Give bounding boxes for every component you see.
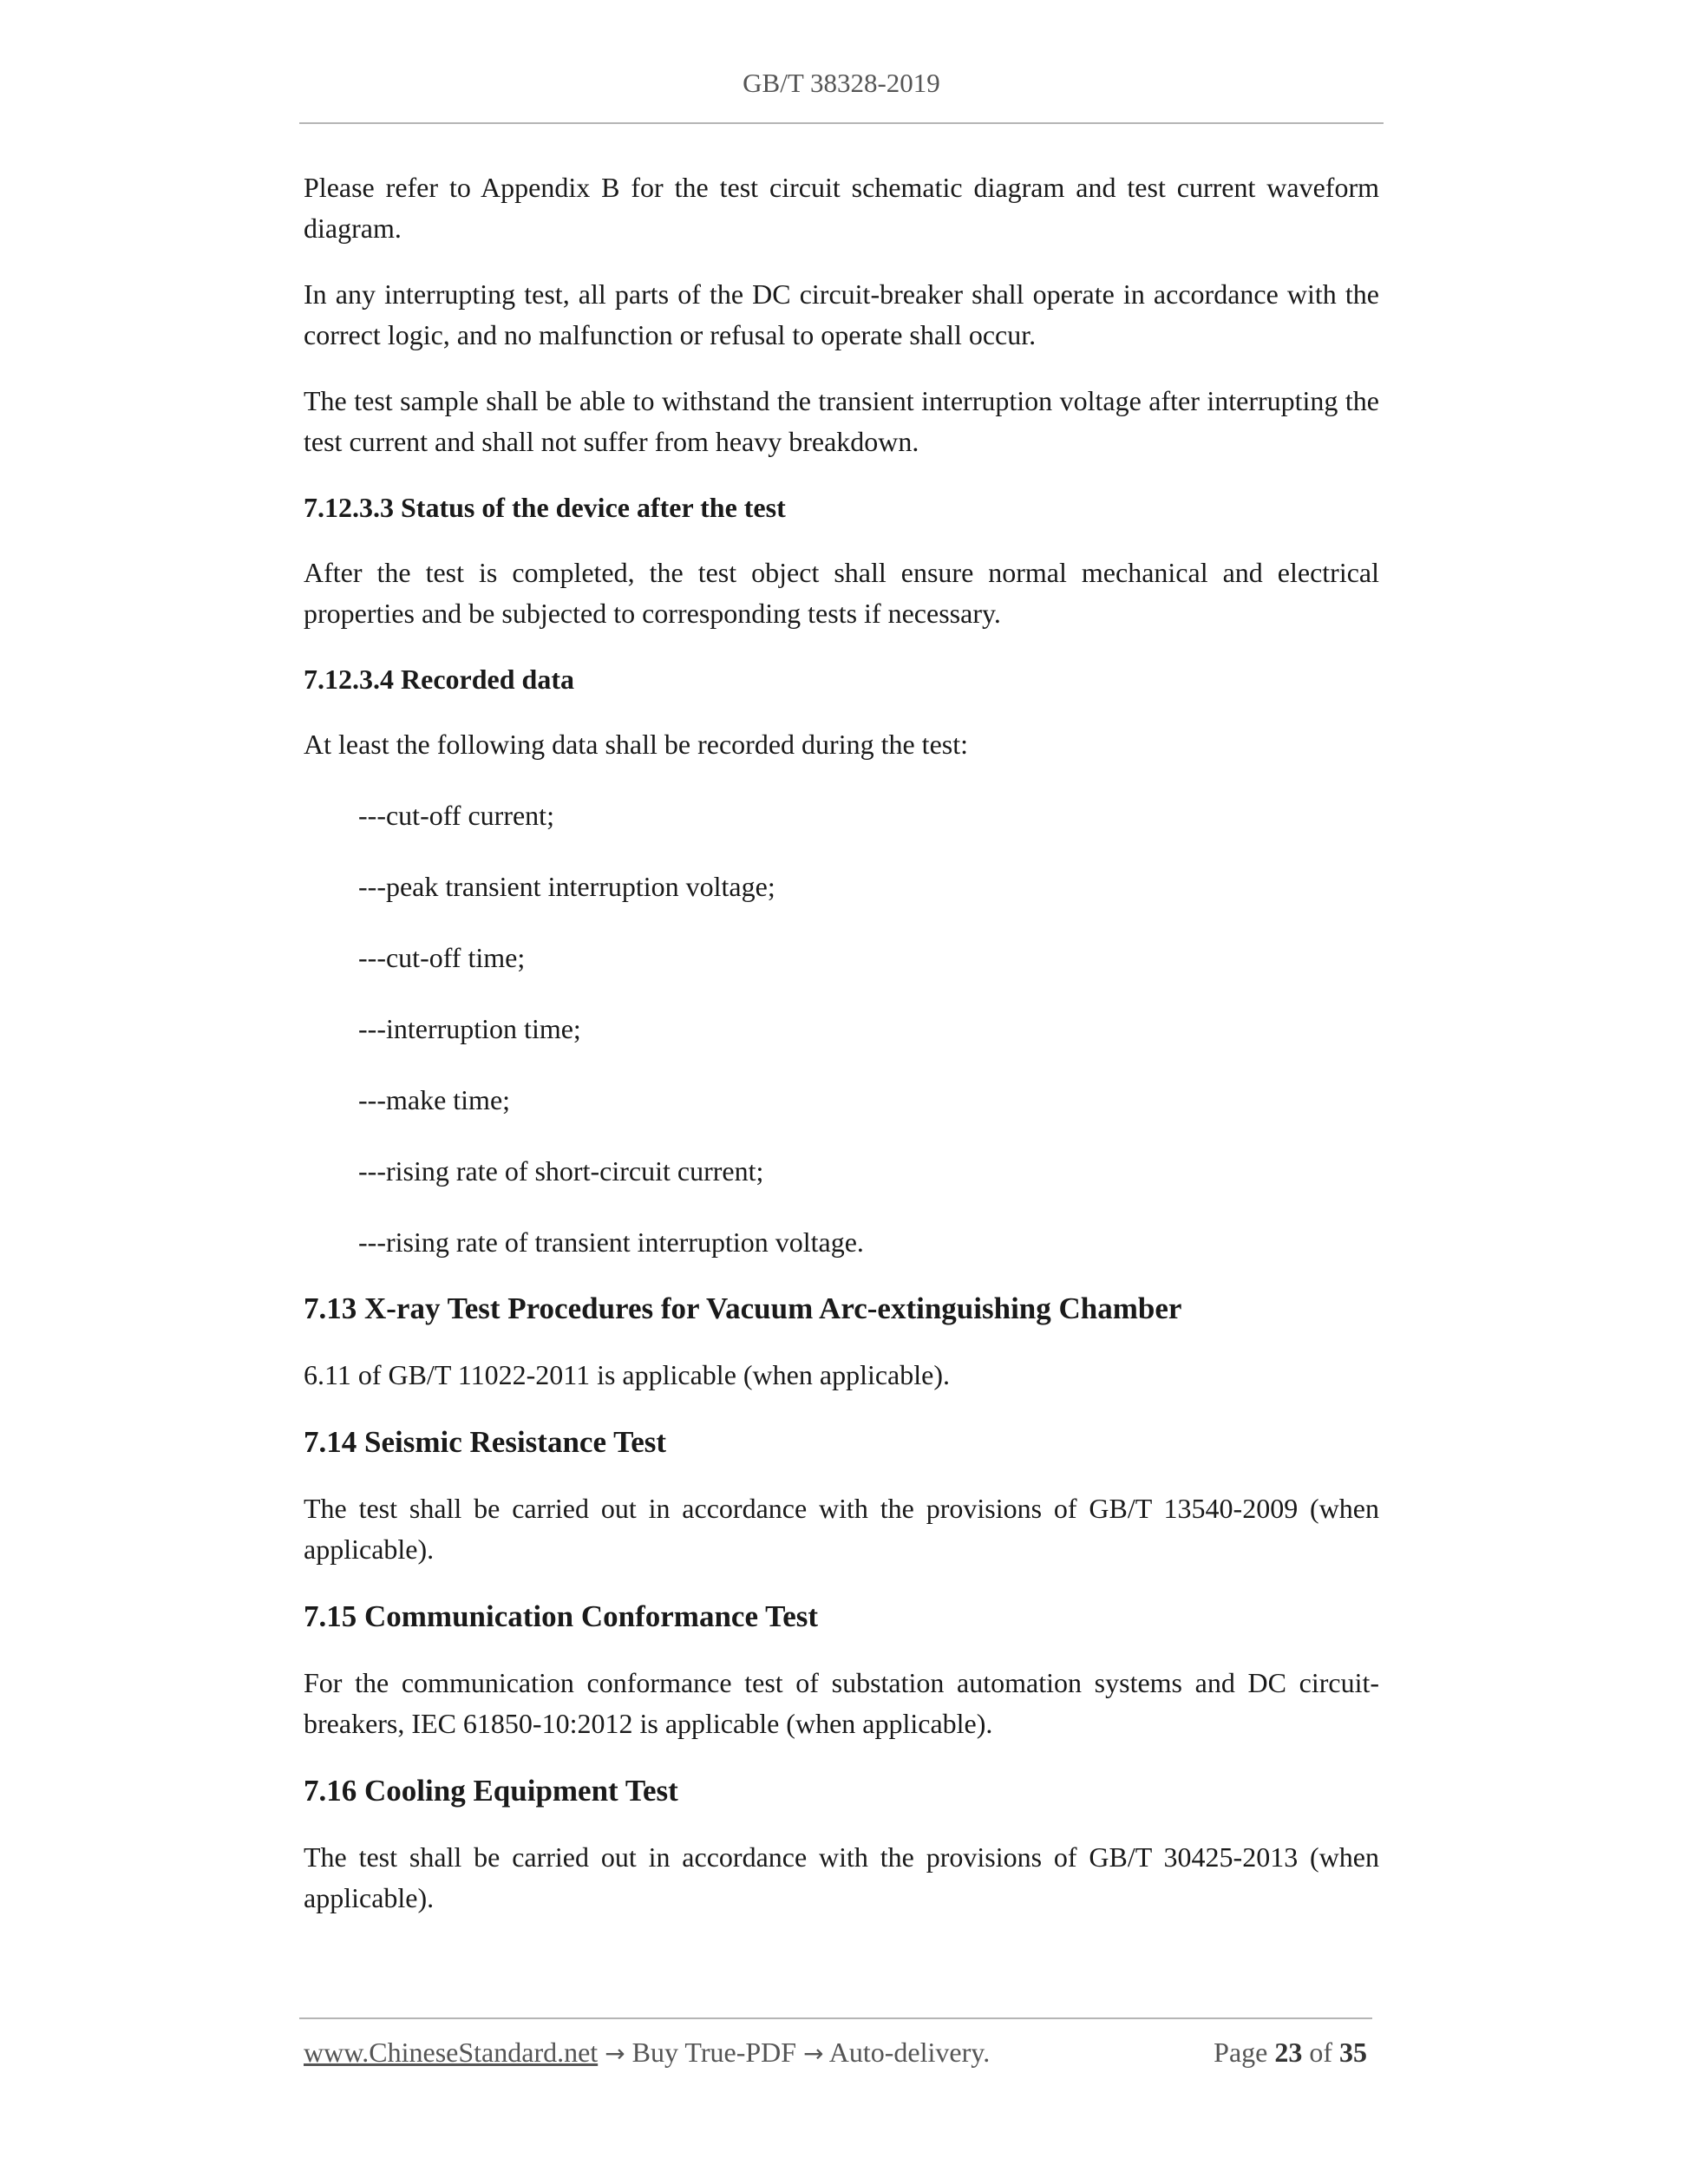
list-item: ---cut-off time; [358,942,526,973]
page-header-title: GB/T 38328-2019 [743,68,940,98]
list-item: ---rising rate of short-circuit current; [358,1155,764,1187]
heading-7-12-3-3: 7.12.3.3 Status of the device after the test [304,492,786,523]
paragraph-transient-voltage: The test sample shall be able to withstand the transient interruption voltage after interrupting the test current and shall not suffer from heavy breakdown. [304,385,1379,457]
page-content [304,167,1379,1944]
arrow-right-icon: → [605,2039,625,2068]
recorded-data-list [304,795,1379,1263]
page-indicator [1214,2037,1367,2069]
footer-promo [304,2037,990,2069]
auto-delivery-text: Auto-delivery. [828,2037,991,2068]
heading-7-13: 7.13 X-ray Test Procedures for Vacuum Arc-extinguishing Chamber [304,1291,1182,1325]
arrow-right-icon: → [803,2039,824,2068]
page-number: 23 [1274,2037,1303,2068]
paragraph-seismic-test: The test shall be carried out in accordance with the provisions of GB/T 13540-2009 (when applicable). [304,1493,1379,1565]
paragraph-communication-test: For the communication conformance test of substation automation systems and DC circuit-breakers, IEC 61850-10:2012 is applicable (when applicable). [304,1667,1379,1739]
list-item: ---cut-off current; [358,800,554,831]
buy-pdf-text: Buy True-PDF [631,2037,797,2068]
paragraph-recorded-data-intro: At least the following data shall be recorded during the test: [304,729,968,760]
page-footer [304,2037,1371,2076]
header-divider [299,122,1384,124]
paragraph-cooling-test: The test shall be carried out in accordance with the provisions of GB/T 30425-2013 (when applicable). [304,1841,1379,1913]
paragraph-appendix-reference: Please refer to Appendix B for the test circuit schematic diagram and test current waveform diagram. [304,172,1379,244]
heading-7-12-3-4: 7.12.3.4 Recorded data [304,664,574,695]
paragraph-interrupting-logic: In any interrupting test, all parts of the DC circuit-breaker shall operate in accordance with the correct logic, and no malfunction or refusal to operate shall occur. [304,278,1379,350]
heading-7-16: 7.16 Cooling Equipment Test [304,1774,678,1808]
heading-7-14: 7.14 Seismic Resistance Test [304,1425,667,1459]
of-label: of [1309,2037,1332,2068]
page-total: 35 [1339,2037,1367,2068]
list-item: ---rising rate of transient interruption voltage. [358,1226,864,1258]
list-item: ---interruption time; [358,1013,581,1044]
website-link[interactable]: www.ChineseStandard.net [304,2037,599,2068]
list-item: ---peak transient interruption voltage; [358,871,775,902]
paragraph-xray-applicability: 6.11 of GB/T 11022-2011 is applicable (when applicable). [304,1359,950,1390]
list-item: ---make time; [358,1084,511,1115]
paragraph-device-status: After the test is completed, the test object shall ensure normal mechanical and electrical properties and be subjected to corresponding tests if necessary. [304,557,1379,629]
page-label: Page [1214,2037,1268,2068]
footer-divider [299,2017,1372,2019]
heading-7-15: 7.15 Communication Conformance Test [304,1599,819,1633]
